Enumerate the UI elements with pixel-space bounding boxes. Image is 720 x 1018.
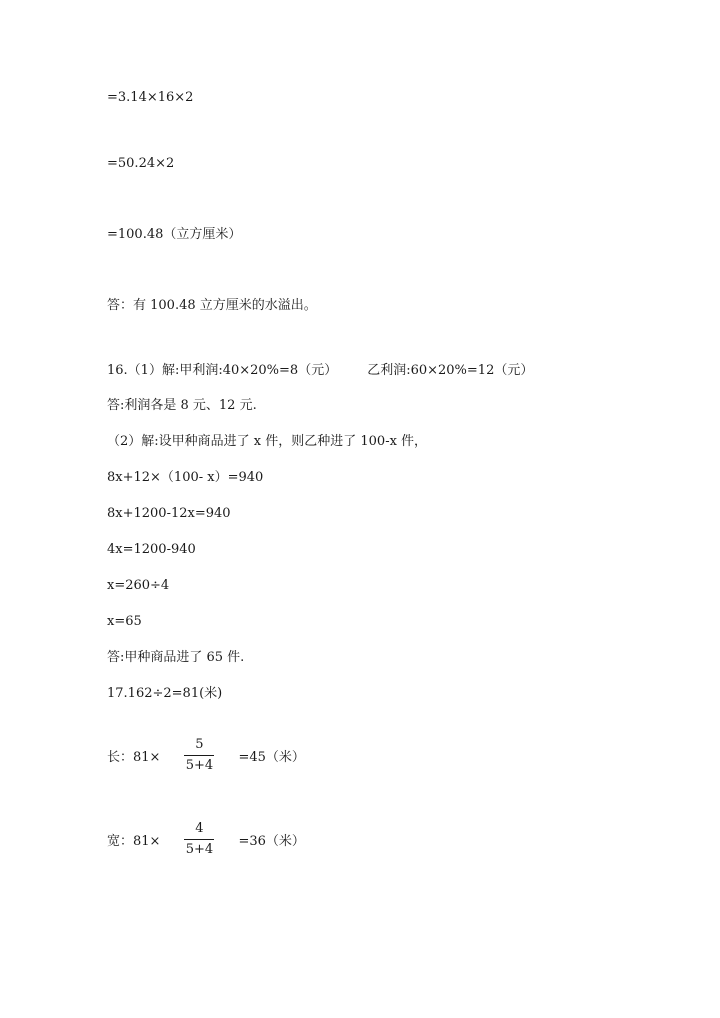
equation-line-5: x=65 [107, 614, 142, 629]
width-fraction-denominator: 5+4 [185, 842, 214, 857]
width-fraction-numerator: 4 [184, 820, 214, 840]
length-fraction [184, 736, 214, 774]
calc-line-2: =50.24×2 [107, 156, 175, 171]
q16-part2-setup: （2）解:设甲种商品进了 x 件，则乙种进了 100-x 件， [107, 434, 428, 449]
width-label: 宽：81× [107, 833, 161, 849]
equation-line-3: 4x=1200-940 [107, 542, 196, 557]
answer-line-15: 答：有 100.48 立方厘米的水溢出。 [107, 298, 317, 313]
length-fraction-denominator: 5+4 [185, 758, 214, 773]
calc-line-3: =100.48（立方厘米） [107, 227, 242, 242]
length-label: 长：81× [107, 749, 161, 765]
q16-answer-1: 答:利润各是 8 元、12 元. [107, 398, 257, 413]
width-result: =36（米） [238, 833, 305, 849]
q16-part1-line [107, 362, 533, 380]
q16-part1-right: 乙利润:60×20%=12（元） [367, 363, 534, 378]
q16-part1-left: 16.（1）解:甲利润:40×20%=8（元） [107, 363, 338, 378]
equation-line-1: 8x+12×（100- x）=940 [107, 470, 264, 485]
equation-line-4: x=260÷4 [107, 578, 170, 593]
length-fraction-numerator: 5 [184, 736, 214, 756]
width-calc-row [107, 819, 305, 859]
q17-line: 17.162÷2=81(米) [107, 686, 223, 701]
equation-line-2: 8x+1200-12x=940 [107, 506, 231, 521]
q16-answer-2: 答:甲种商品进了 65 件. [107, 650, 245, 665]
length-result: =45（米） [238, 749, 305, 765]
width-fraction [184, 820, 214, 858]
length-calc-row [107, 735, 305, 775]
calc-line-1: =3.14×16×2 [107, 90, 194, 105]
